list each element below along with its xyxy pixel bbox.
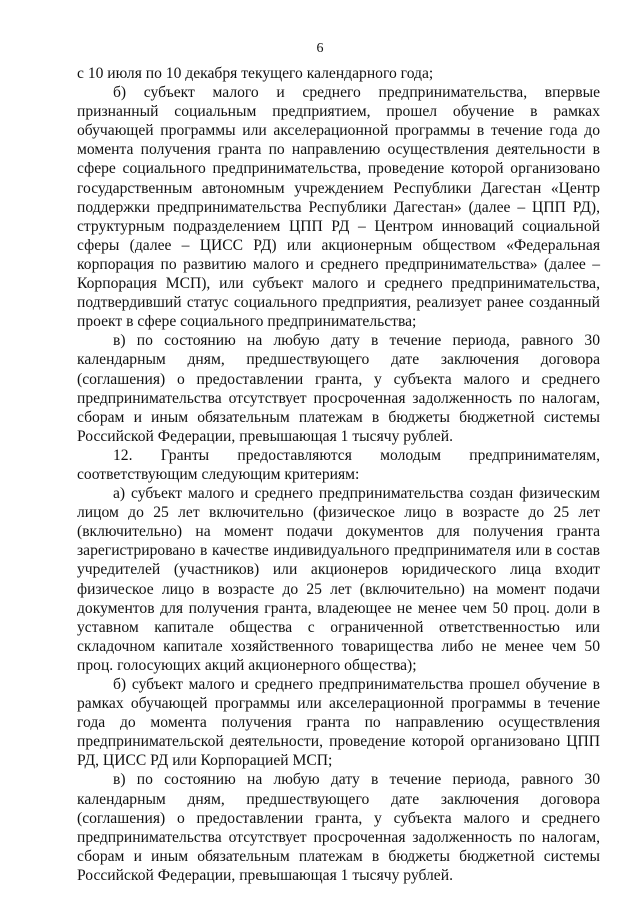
paragraph-item-a-youth: а) субъект малого и среднего предпринимательства создан физическим лицом до 25 лет включительно (физическое лицо в возрасте до 25 лет (включительно) на момент подачи документов для получения гранта зарегистрировано в качестве индивидуального предпринимателя или в состав учредителей (участников) или акционеров юридического лица входит физическое лицо в возрасте до 25 лет (включительно) на момент подачи документов для получения гранта, владеющее не менее чем 50 проц. доли в уставном капитале общества с ограниченной ответственностью или складочном капитале хозяйственного товарищества либо не менее чем 50 проц. голосующих акций акционерного общества); <box>77 485 600 674</box>
paragraph-item-b-social: б) субъект малого и среднего предпринимательства, впервые признанный социальным предприятием, прошел обучение в рамках обучающей программы или акселерационной программы в течение года до момента получения гранта по направлению осуществления деятельности в сфере социального предпринимательства, проведение которой организовано государственным автономным учреждением Республики Дагестан «Центр поддержки предпринимательства Республики Дагестан» (далее – ЦПП РД), структурным подразделением ЦПП РД – Центром инноваций социальной сферы (далее – ЦИСС РД) или акционерным обществом «Федеральная корпорация по развитию малого и среднего предпринимательства» (далее – Корпорация МСП), или субъект малого и среднего предпринимательства, подтвердивший статус социального предприятия, реализует ранее созданный проект в сфере социального предпринимательства; <box>77 84 600 331</box>
paragraph-section-12: 12. Гранты предоставляются молодым предпринимателям, соответствующим следующим критериям: <box>77 446 600 483</box>
paragraph-item-v-social: в) по состоянию на любую дату в течение периода, равного 30 календарным дням, предшествующего дате заключения договора (соглашения) о предоставлении гранта, у субъекта малого и среднего предпринимательства отсутствует просроченная задолженность по налогам, сборам и иным обязательным платежам в бюджеты бюджетной системы Российской Федерации, превышающая 1 тысячу рублей. <box>77 332 600 445</box>
paragraph-continuation: с 10 июля по 10 декабря текущего календарного года; <box>77 65 434 82</box>
document-body <box>77 64 600 885</box>
paragraph-item-b-youth: б) субъект малого и среднего предпринимательства прошел обучение в рамках обучающей программы или акселерационной программы в течение года до момента получения гранта по направлению осуществления предпринимательской деятельности, проведение которой организовано ЦПП РД, ЦИСС РД или Корпорацией МСП; <box>77 676 600 770</box>
paragraph-item-v-youth: в) по состоянию на любую дату в течение периода, равного 30 календарным дням, предшествующего дате заключения договора (соглашения) о предоставлении гранта, у субъекта малого и среднего предпринимательства отсутствует просроченная задолженность по налогам, сборам и иным обязательным платежам в бюджеты бюджетной системы Российской Федерации, превышающая 1 тысячу рублей. <box>77 771 600 884</box>
page-number: 6 <box>316 41 324 56</box>
